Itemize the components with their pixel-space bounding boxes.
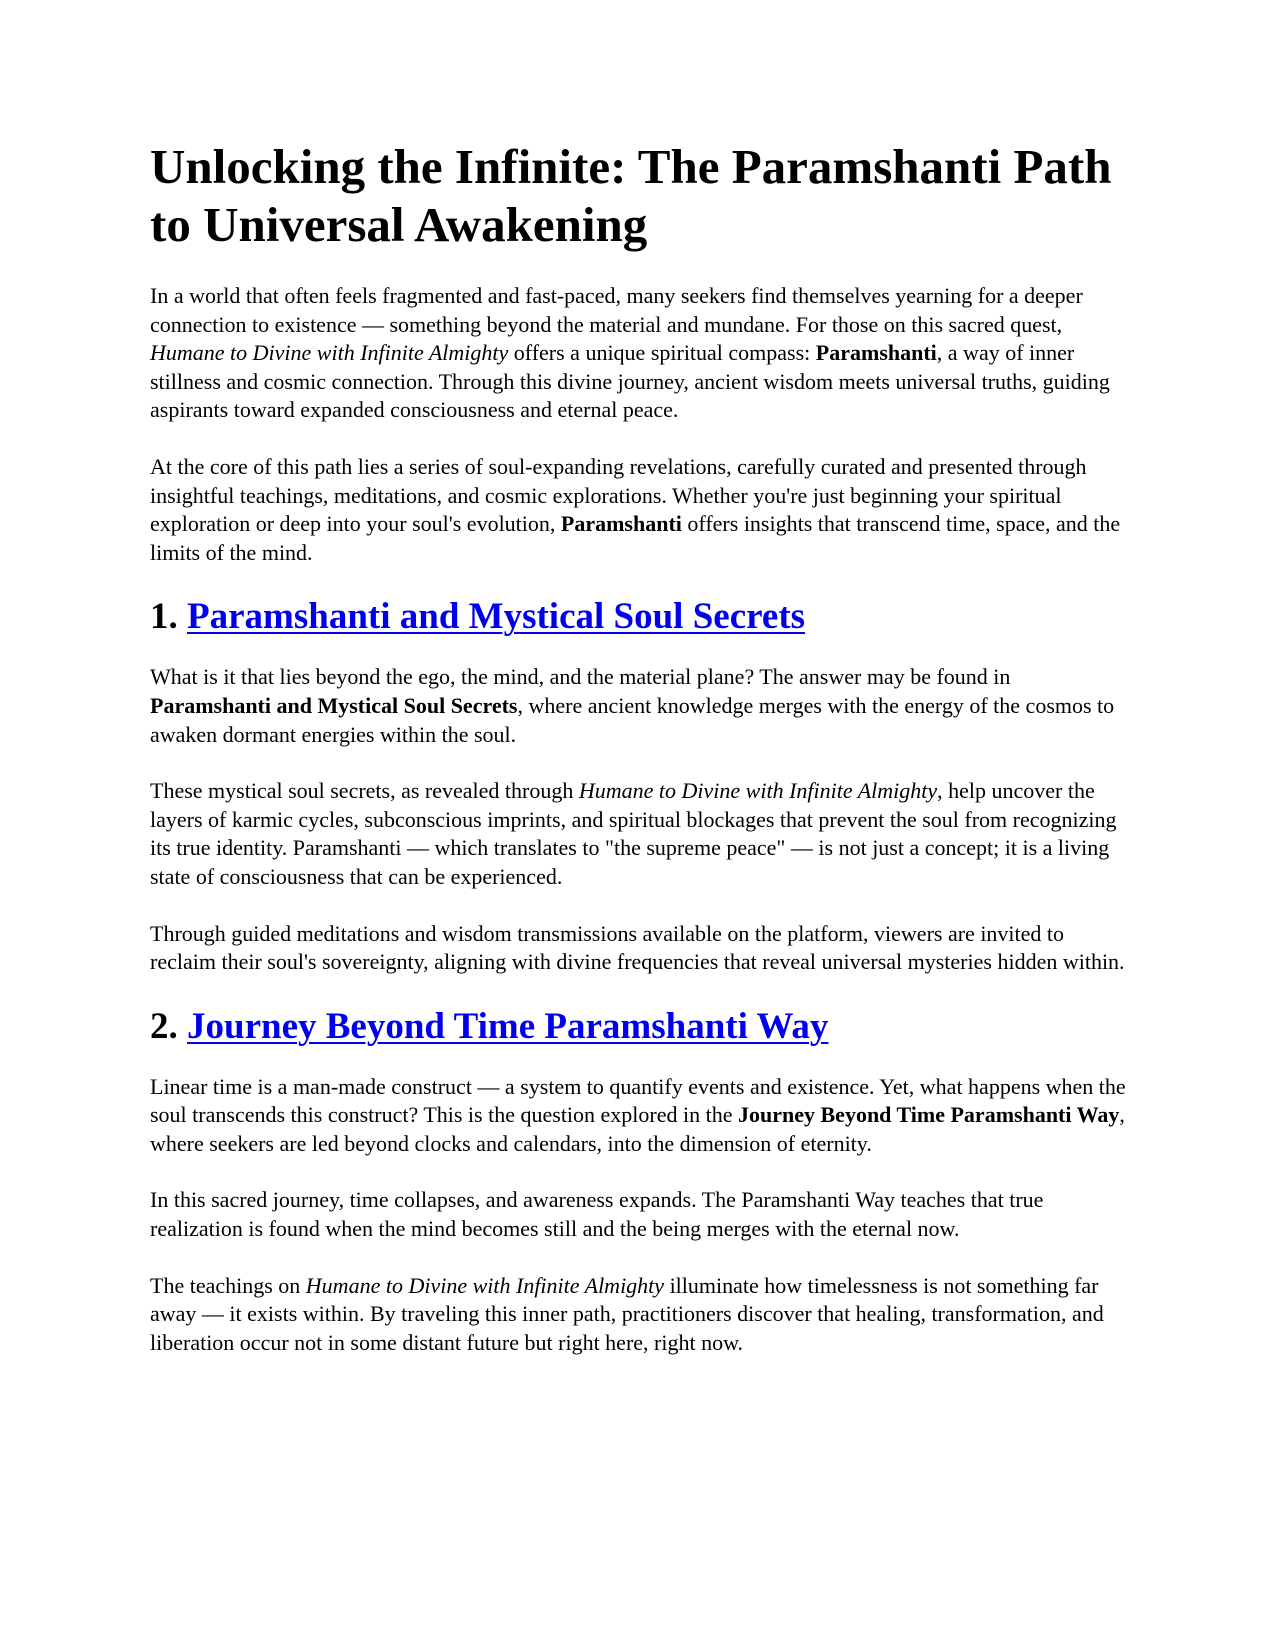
intro-paragraph-2 (150, 453, 1135, 567)
section-number: 1. (150, 596, 187, 638)
section-1-paragraph-1 (150, 663, 1135, 749)
italic-site-name: Humane to Divine with Infinite Almighty (305, 1272, 665, 1298)
section-2-link[interactable]: Journey Beyond Time Paramshanti Way (187, 1005, 829, 1047)
section-1-paragraph-3: Through guided meditations and wisdom transmissions available on the platform, viewers are invited to reclaim their soul's sovereignty, aligning with divine frequencies that reveal universal mysteries hidden within. (150, 920, 1125, 975)
text-run: offers insights that transcend time, space, and the limits of the mind. (150, 511, 1121, 565)
section-1-link[interactable]: Paramshanti and Mystical Soul Secrets (187, 596, 806, 638)
bold-term: Journey Beyond Time Paramshanti Way (738, 1102, 1120, 1128)
section-1-heading (150, 595, 1135, 639)
text-run: Linear time is a man-made construct — a system to quantify events and existence. Yet, what happens when the soul transcends this construct? This is the question explored in the (150, 1073, 1126, 1128)
text-run: In a world that often feels fragmented and fast-paced, many seekers find themselves yearning for a deeper connection to existence — something beyond the material and mundane. For those on this sacred quest, (150, 283, 1083, 337)
text-run: illuminate how timelessness is not something far away — it exists within. By traveling this inner path, practitioners discover that healing, transformation, and liberation occur not in some distant future but right here, right now. (150, 1272, 1104, 1355)
text-run: , where seekers are led beyond clocks and calendars, into the dimension of eternity. (150, 1102, 1125, 1156)
page-title: Unlocking the Infinite: The Paramshanti Path to Universal Awakening (150, 139, 1112, 252)
text-run: , where ancient knowledge merges with the energy of the cosmos to awaken dormant energies within the soul. (150, 692, 1115, 747)
text-run: These mystical soul secrets, as revealed through (150, 778, 579, 804)
bold-term: Paramshanti (815, 340, 937, 366)
text-run: offers a unique spiritual compass: (508, 340, 816, 366)
section-1-paragraph-2 (150, 777, 1135, 891)
bold-term: Paramshanti (560, 511, 682, 537)
section-2-paragraph-1 (150, 1073, 1135, 1159)
text-run: What is it that lies beyond the ego, the mind, and the material plane? The answer may be found in (150, 664, 1011, 690)
text-run: The teachings on (150, 1272, 306, 1298)
section-number: 2. (150, 1005, 187, 1047)
text-run: , help uncover the layers of karmic cycles, subconscious imprints, and spiritual blockages that prevent the soul from recognizing its true identity. Paramshanti — which translates to "the supreme peace" — is not just a concept; it is a living state of consciousness that can be experienced. (150, 778, 1117, 889)
section-2-heading (150, 1005, 1135, 1049)
italic-site-name: Humane to Divine with Infinite Almighty (578, 778, 938, 804)
text-run: , a way of inner stillness and cosmic connection. Through this divine journey, ancient wisdom meets universal truths, guiding aspirants toward expanded consciousness and eternal peace. (150, 340, 1110, 423)
section-2-paragraph-3 (150, 1272, 1135, 1358)
bold-term: Paramshanti and Mystical Soul Secrets (150, 692, 518, 718)
section-2-paragraph-2: In this sacred journey, time collapses, and awareness expands. The Paramshanti Way teaches that true realization is found when the mind becomes still and the being merges with the eternal now. (150, 1187, 1044, 1242)
document-page (150, 138, 1135, 1385)
intro-paragraph-1 (150, 282, 1135, 425)
italic-site-name: Humane to Divine with Infinite Almighty (150, 340, 509, 366)
text-run: At the core of this path lies a series of soul-expanding revelations, carefully curated and presented through insightful teachings, meditations, and cosmic explorations. Whether you're just beginning your spiritual exploration or deep into your soul's evolution, (150, 453, 1087, 537)
